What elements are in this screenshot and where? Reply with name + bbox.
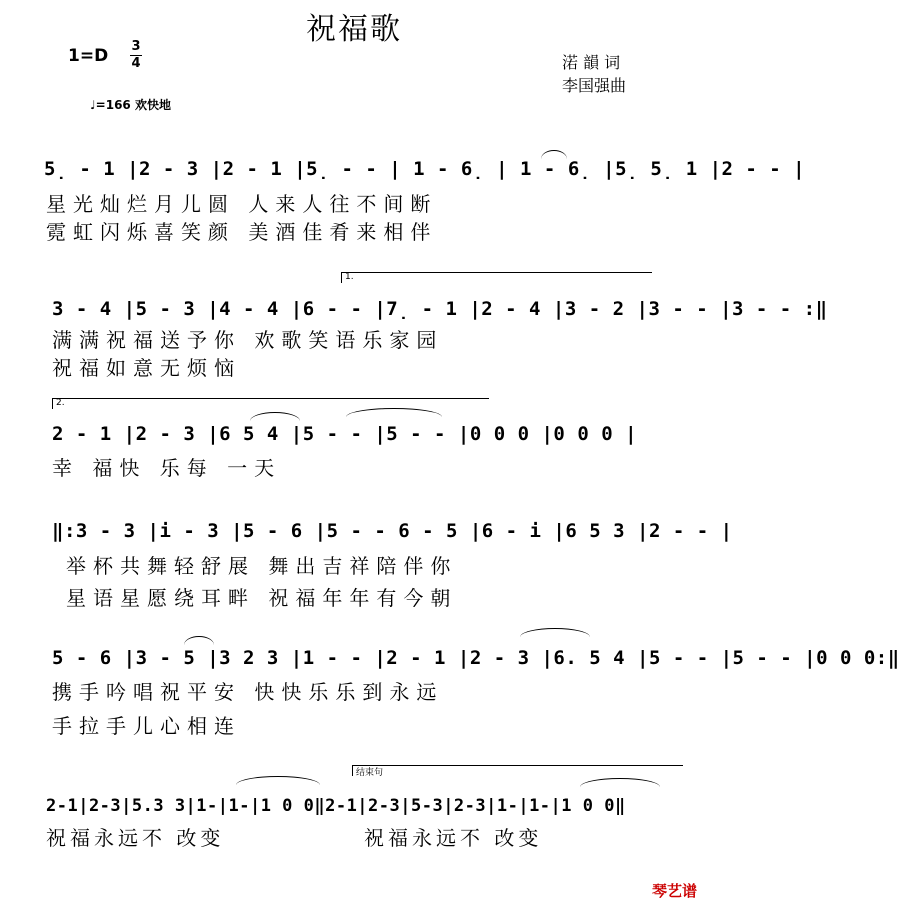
ending-label: 结束句	[356, 768, 384, 778]
volta-label-2: 2.	[56, 398, 65, 408]
lyric-line-5b: 手拉手儿心相连	[52, 714, 241, 738]
song-title: 祝福歌	[306, 12, 402, 47]
lyric-line-3a: 幸 福快 乐每 一天	[52, 456, 282, 480]
notation-line-2: 3 - 4 |5 - 3 |4 - 4 |6 - - |7̣ - 1 |2 - 4 |3 - 2 |3 - - |3 - - :‖	[52, 298, 828, 320]
lyric-line-1a: 星光灿烂月儿圆 人来人往不间断	[46, 192, 438, 216]
site-logo: 琴艺谱	[652, 882, 698, 900]
lyricist-credit: 渃 韻 词	[562, 53, 621, 72]
slur-mark	[250, 412, 300, 421]
lyric-line-4a: 举杯共舞轻舒展 舞出吉祥陪伴你	[66, 554, 458, 578]
notation-line-4: ‖:3 - 3 |i - 3 |5 - 6 |5 - - 6 - 5 |6 - i |6 5 3 |2 - - |	[52, 520, 733, 542]
volta-bracket-1	[341, 272, 652, 283]
lyric-line-1b: 霓虹闪烁喜笑颜 美酒佳肴来相伴	[46, 220, 438, 244]
lyric-line-4b: 星语星愿绕耳畔 祝福年年有今朝	[66, 586, 458, 610]
slur-mark	[520, 628, 590, 637]
time-sig-top: 3	[131, 39, 141, 54]
slur-mark	[541, 150, 567, 159]
ending-bracket	[352, 765, 683, 776]
lyric-line-6a: 祝福永远不 改变	[46, 826, 225, 850]
lyric-line-2b: 祝福如意无烦恼	[52, 356, 241, 380]
notation-line-1: 5̣ - 1 |2 - 3 |2 - 1 |5̣ - - | 1 - 6̣ | 1 - 6̣ |5̣ 5̣ 1 |2 - - |	[44, 158, 806, 180]
notation-line-6: 2-1|2-3|5.3 3|1-|1-|1 0 0‖2-1|2-3|5-3|2-3|1-|1-|1 0 0‖	[46, 796, 626, 816]
lyric-line-5a: 携手吟唱祝平安 快快乐乐到永远	[52, 680, 444, 704]
slur-mark	[236, 776, 320, 785]
slur-mark	[184, 636, 214, 645]
slur-mark	[580, 778, 660, 787]
notation-line-5: 5 - 6 |3 - 5 |3 2 3 |1 - - |2 - 1 |2 - 3 |6. 5 4 |5 - - |5 - - |0 0 0:‖	[52, 647, 900, 669]
composer-credit: 李国强曲	[562, 76, 627, 95]
volta-label-1: 1.	[345, 272, 354, 282]
time-signature	[130, 40, 142, 71]
notation-line-3: 2 - 1 |2 - 3 |6 5 4 |5 - - |5 - - |0 0 0 |0 0 0 |	[52, 423, 638, 445]
lyric-line-2a: 满满祝福送予你 欢歌笑语乐家园	[52, 328, 444, 352]
volta-bracket-2	[52, 398, 489, 409]
key-signature: 1=D	[68, 46, 109, 66]
tempo-marking: ♩=166 欢快地	[90, 98, 171, 112]
lyric-line-6b: 祝福永远不 改变	[364, 826, 543, 850]
time-sig-bottom: 4	[131, 56, 141, 71]
slur-mark	[346, 408, 442, 417]
